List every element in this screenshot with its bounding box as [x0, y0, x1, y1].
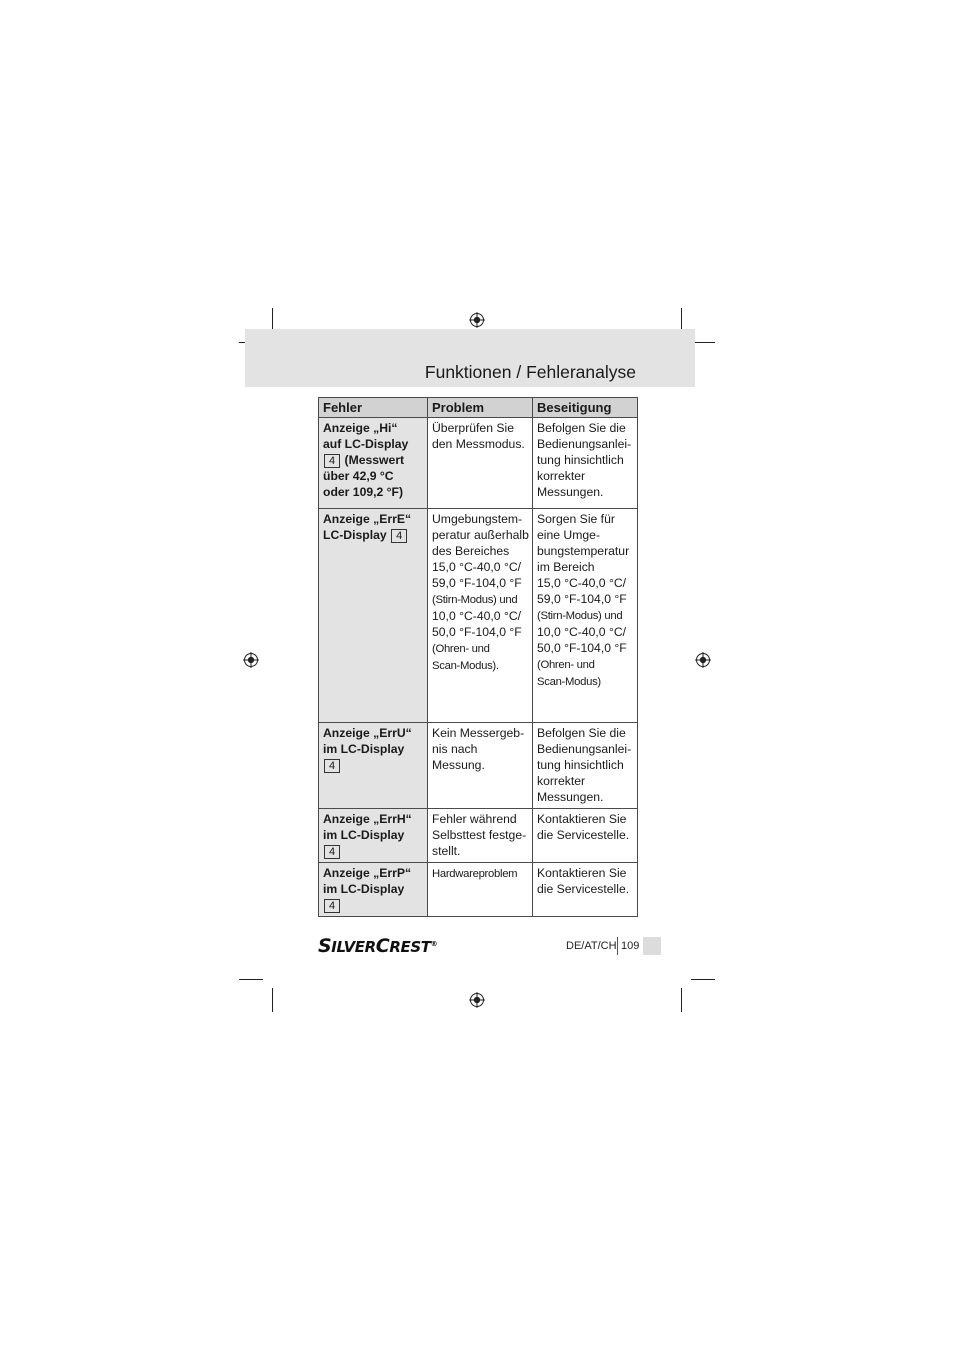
crop-mark: [239, 979, 263, 980]
registration-mark-icon: [469, 992, 485, 1008]
cell-beseitigung: Kontaktieren Sie die Servicestelle.: [533, 809, 638, 863]
crop-mark: [681, 988, 682, 1012]
cell-fehler: Anzeige „ErrE“ LC-Display 4: [319, 509, 428, 723]
footer-region: DE/AT/CH: [566, 940, 617, 952]
table-row: [319, 418, 638, 509]
cell-problem: Hardwareproblem: [428, 863, 533, 917]
cell-problem: Überprüfen Sie den Messmodus.: [428, 418, 533, 509]
footer-tab-block: [643, 937, 661, 955]
cell-beseitigung: Befolgen Sie die Bedienungsanlei- tung hinsichtlich korrekter Messungen.: [533, 418, 638, 509]
registration-mark-icon: [469, 312, 485, 328]
display-reference-box: 4: [324, 759, 340, 773]
cell-problem: Fehler während Selbsttest festge- stellt.: [428, 809, 533, 863]
crop-mark: [691, 979, 715, 980]
table-row: [319, 809, 638, 863]
cell-fehler: Anzeige „ErrH“ im LC-Display 4: [319, 809, 428, 863]
registration-mark-icon: [695, 652, 711, 668]
cell-beseitigung: Kontaktieren Sie die Servicestelle.: [533, 863, 638, 917]
page-title: Funktionen / Fehleranalyse: [424, 362, 636, 382]
silvercrest-logo: SILVERCREST®: [318, 935, 438, 957]
display-reference-box: 4: [391, 529, 407, 543]
column-header-beseitigung: Beseitigung: [533, 398, 638, 418]
cell-problem: Kein Messergeb- nis nach Messung.: [428, 723, 533, 809]
display-reference-box: 4: [324, 899, 340, 913]
cell-beseitigung: Sorgen Sie für eine Umge- bungstemperatur im Bereich 15,0 °C-40,0 °C/ 59,0 °F-104,0 °F (Stirn-Modus) und 10,0 °C-40,0 °C/ 50,0 °F-104,0 °F (Ohren- und Scan-Modus): [533, 509, 638, 723]
column-header-problem: Problem: [428, 398, 533, 418]
page-number: 109: [621, 940, 640, 952]
error-analysis-table: [318, 397, 638, 917]
table-row: [319, 863, 638, 917]
cell-fehler: Anzeige „ErrP“ im LC-Display 4: [319, 863, 428, 917]
crop-mark: [272, 988, 273, 1012]
table-header-row: [319, 398, 638, 418]
registration-mark-icon: [243, 652, 259, 668]
footer-divider: [617, 937, 618, 955]
table-row: [319, 723, 638, 809]
header-band: [245, 329, 695, 387]
display-reference-box: 4: [324, 845, 340, 859]
cell-problem: Umgebungstem- peratur außerhalb des Bereiches 15,0 °C-40,0 °C/ 59,0 °F-104,0 °F (Stirn-Modus) und 10,0 °C-40,0 °C/ 50,0 °F-104,0 °F (Ohren- und Scan-Modus).: [428, 509, 533, 723]
display-reference-box: 4: [324, 454, 340, 468]
cell-fehler: Anzeige „ErrU“ im LC-Display 4: [319, 723, 428, 809]
column-header-fehler: Fehler: [319, 398, 428, 418]
cell-beseitigung: Befolgen Sie die Bedienungsanlei- tung hinsichtlich korrekter Messungen.: [533, 723, 638, 809]
table-row: [319, 509, 638, 723]
cell-fehler: Anzeige „Hi“ auf LC-Display 4 (Messwert über 42,9 °C oder 109,2 °F): [319, 418, 428, 509]
